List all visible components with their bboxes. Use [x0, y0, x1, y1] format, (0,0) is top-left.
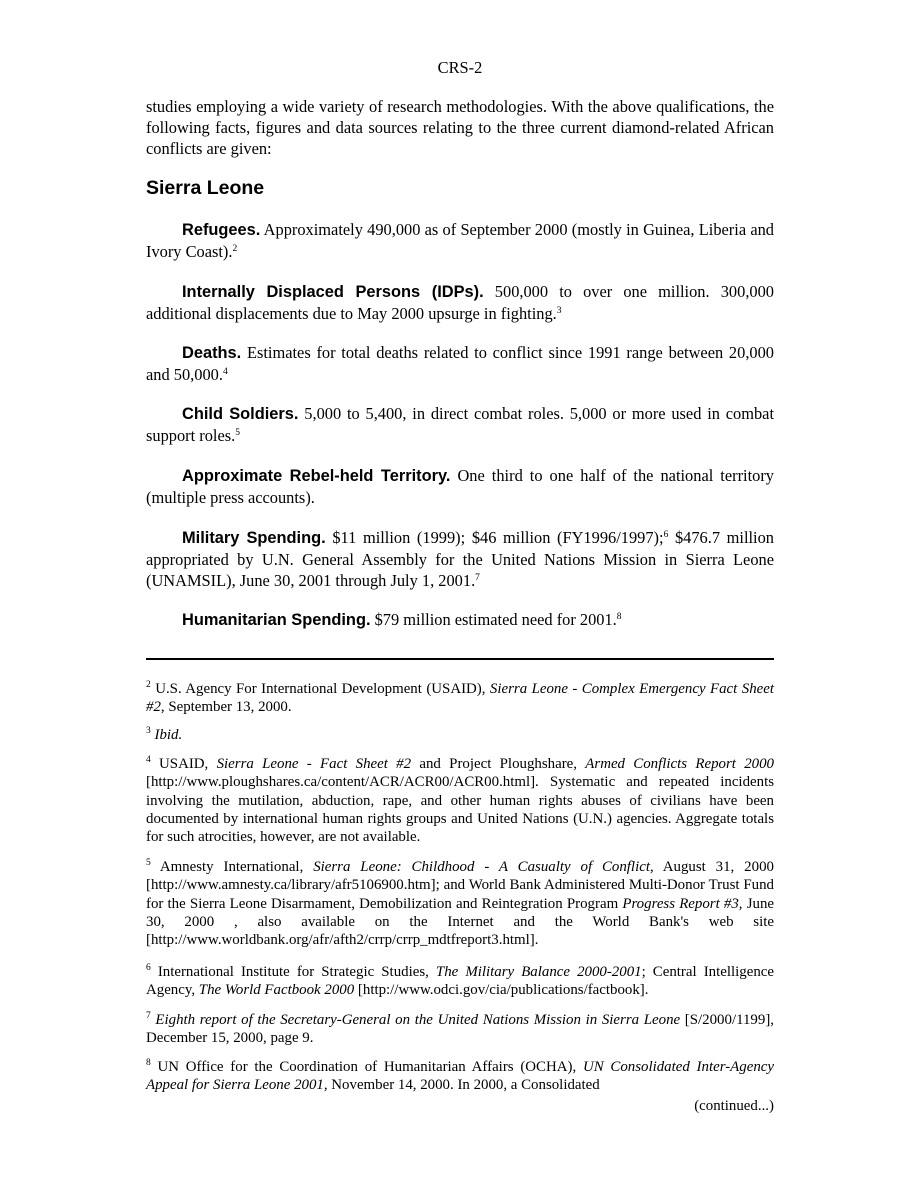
footnote-number: 4 — [146, 755, 151, 765]
military-spending-heading: Military Spending. — [182, 529, 326, 547]
footnote-text: , September 13, 2000. — [160, 699, 292, 716]
footnote-number: 5 — [146, 858, 151, 868]
footnote-ref-3[interactable]: 3 — [556, 306, 562, 316]
footnote-ref-4[interactable]: 4 — [222, 367, 228, 377]
section-title: Sierra Leone — [146, 177, 265, 199]
footnote-text: , November 14, 2000. In 2000, a Consolidated — [323, 1077, 600, 1094]
intro-paragraph: studies employing a wide variety of research methodologies. With the above qualifications, the following facts, figures and data sources relating to the three current diamond-related African conflicts are given: — [146, 97, 774, 158]
footnote-4 — [146, 755, 774, 846]
footnote-2 — [146, 680, 774, 717]
footnote-8 — [146, 1058, 774, 1095]
military-spending-paragraph — [146, 527, 774, 591]
footnote-title: Ibid. — [154, 727, 183, 743]
rebel-territory-paragraph — [146, 465, 774, 508]
humanitarian-spending-text: $79 million estimated need for 2001. — [370, 610, 617, 629]
footnote-text: U.S. Agency For International Development (USAID), — [150, 681, 490, 697]
idps-paragraph — [146, 281, 774, 324]
footnote-text: [http://www.ploughshares.ca/content/ACR/ACR00/ACR00.html]. Systematic and repeated incidents involving the mutilation, abduction, rape, and other human rights abuses of civilians have been documented by international human rights groups and United Nations (U.N.) agencies. Aggregate totals for such atrocities, however, are not available. — [146, 774, 774, 846]
footnote-ref-6[interactable]: 6 — [663, 530, 669, 540]
military-spending-text-a: $11 million (1999); $46 million (FY1996/1997); — [325, 528, 664, 547]
footnote-title: UN Consolidated Inter-Agency Appeal for Sierra Leone 2001 — [146, 1059, 774, 1094]
footnote-text: UN Office for the Coordination of Humanitarian Affairs (OCHA), — [150, 1059, 583, 1075]
footnote-ref-5[interactable]: 5 — [235, 428, 240, 438]
footnote-title: Sierra Leone - Complex Emergency Fact Sheet #2 — [146, 681, 774, 716]
footnote-title: Sierra Leone - Fact Sheet #2 — [216, 756, 412, 772]
footnote-text: , August 31, 2000 [http://www.amnesty.ca/library/afr5106900.htm]; and World Bank Administered Multi-Donor Trust Fund for the Sierra Leone Disarmament, Demobilization and Reintegration Program — [146, 859, 774, 912]
footnote-title: Eighth report of the Secretary-General on the United Nations Mission in Sierra Leone — [150, 1012, 681, 1028]
idps-text: 500,000 to over one million. 300,000 additional displacements due to May 2000 upsurge in fighting. — [146, 282, 774, 323]
footnote-text: International Institute for Strategic Studies, — [150, 964, 436, 980]
footnote-title: The Military Balance 2000-2001 — [435, 964, 642, 980]
footnote-text: [S/2000/1199], December 15, 2000, page 9. — [146, 1012, 774, 1047]
footnote-text: and Project Ploughshare, — [411, 756, 586, 772]
footnote-divider — [146, 658, 774, 660]
footnote-number: 2 — [146, 680, 151, 690]
footnote-ref-7[interactable]: 7 — [475, 573, 480, 583]
footnote-text: Amnesty International, — [150, 859, 314, 875]
footnote-text: ; Central Intelligence Agency, — [146, 964, 774, 999]
deaths-heading: Deaths. — [182, 344, 242, 362]
continued-marker: (continued...) — [694, 1098, 774, 1114]
military-spending-text-b: $476.7 million appropriated by U.N. General Assembly for the United Nations Mission in Sierra Leone (UNAMSIL), June 30, 2001 through July 1, 2001. — [146, 528, 775, 590]
footnote-ref-2[interactable]: 2 — [232, 244, 238, 254]
humanitarian-spending-heading: Humanitarian Spending. — [182, 611, 371, 629]
footnote-title: The World Factbook 2000 — [198, 982, 355, 999]
footnote-5 — [146, 858, 774, 949]
footnote-title: Progress Report #3 — [622, 895, 739, 912]
footnote-ref-8[interactable]: 8 — [616, 612, 622, 622]
child-soldiers-paragraph — [146, 403, 774, 446]
rebel-territory-text: One third to one half of the national territory (multiple press accounts). — [146, 466, 774, 507]
footnote-text: , June 30, 2000 , also available on the Internet and the World Bank's web site [http://www.worldbank.org/afr/afth2/crrp/crrp_mdtfreport3.html]. — [146, 895, 774, 949]
footnote-number: 3 — [146, 726, 151, 736]
footnote-title: Sierra Leone: Childhood - A Casualty of Conflict — [313, 859, 650, 875]
footnote-text: [http://www.odci.gov/cia/publications/factbook]. — [354, 982, 649, 999]
rebel-territory-heading: Approximate Rebel-held Territory. — [182, 467, 451, 485]
child-soldiers-heading: Child Soldiers. — [182, 405, 299, 423]
refugees-text: Approximately 490,000 as of September 2000 (mostly in Guinea, Liberia and Ivory Coast). — [146, 220, 774, 261]
humanitarian-spending-paragraph — [146, 609, 774, 631]
deaths-paragraph — [146, 342, 774, 385]
footnote-number: 7 — [146, 1011, 151, 1021]
footnote-7 — [146, 1011, 774, 1048]
footnote-3 — [146, 726, 774, 744]
idps-heading: Internally Displaced Persons (IDPs). — [182, 283, 484, 301]
footnote-number: 6 — [146, 963, 151, 973]
child-soldiers-text: 5,000 to 5,400, in direct combat roles. 5,000 or more used in combat support roles. — [146, 404, 774, 445]
deaths-text: Estimates for total deaths related to conflict since 1991 range between 20,000 and 50,000. — [146, 343, 774, 384]
refugees-heading: Refugees. — [182, 221, 261, 239]
footnote-title: Armed Conflicts Report 2000 — [585, 756, 774, 772]
footnote-6 — [146, 963, 774, 1000]
footnote-number: 8 — [146, 1058, 151, 1068]
refugees-paragraph — [146, 219, 774, 262]
footnote-text: USAID, — [150, 756, 217, 772]
page-header: CRS-2 — [437, 58, 483, 77]
